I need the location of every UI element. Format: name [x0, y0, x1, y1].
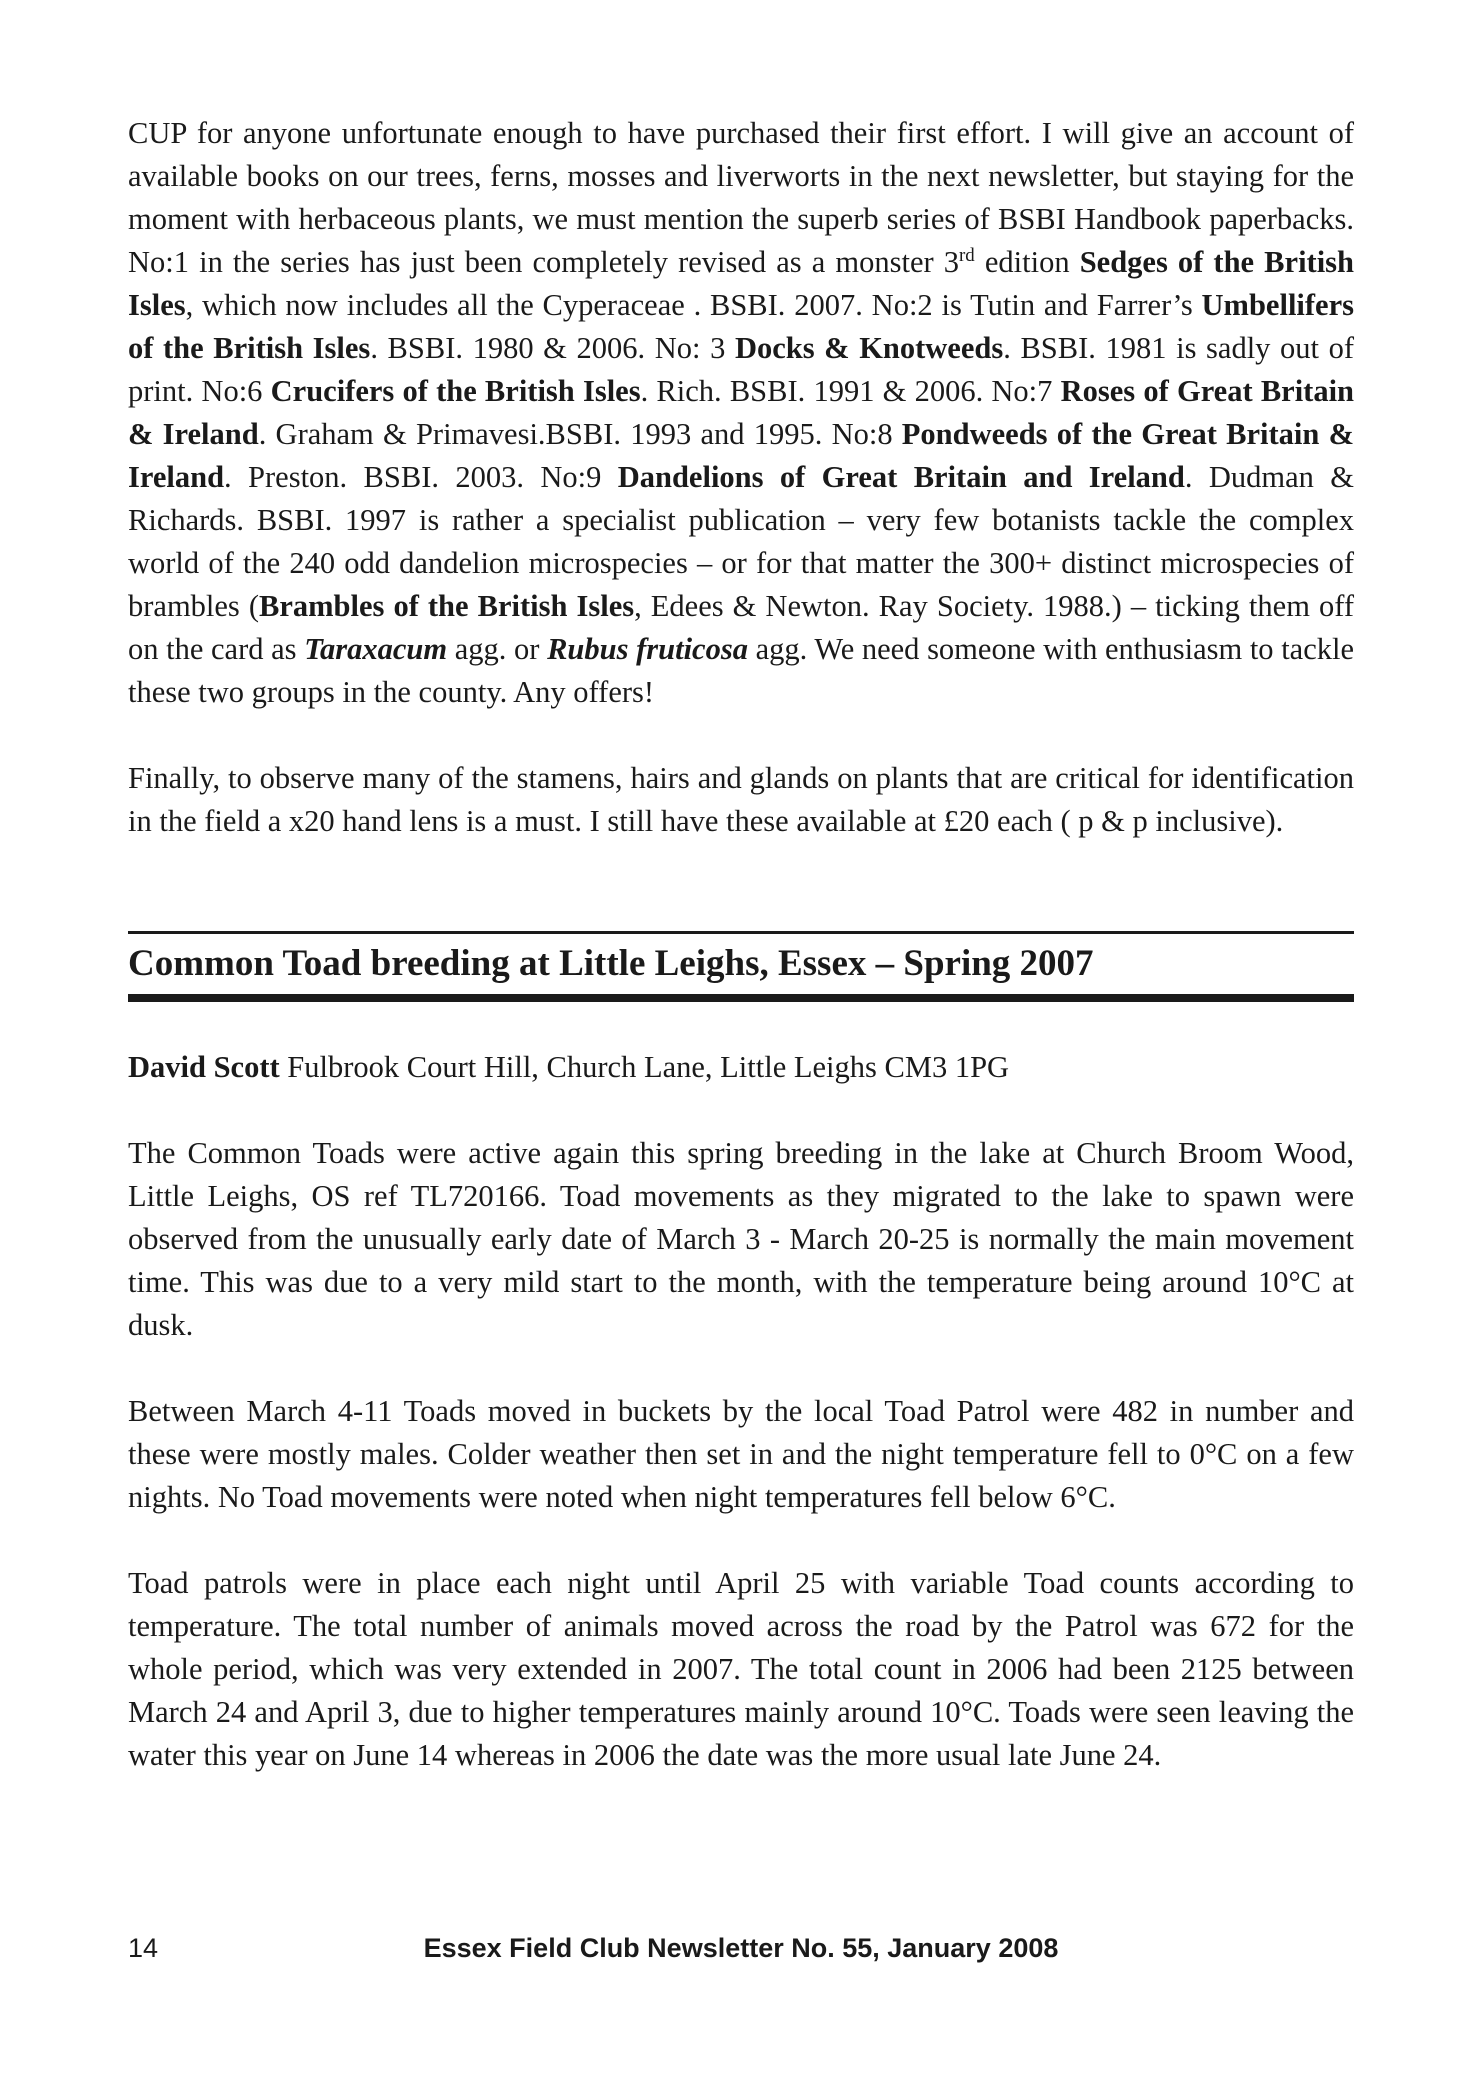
book-title: Pondweeds of the Great Britain & Ireland: [128, 417, 1354, 494]
text-run: , Edees & Newton. Ray Society. 1988.) – ticking them off on the card as: [128, 589, 1354, 666]
text-run: . BSBI. 1981 is sadly out of print. No:6: [128, 331, 1355, 408]
genus-name: Taraxacum: [304, 632, 448, 666]
species-name: Rubus fruticosa: [547, 632, 748, 666]
book-title: Brambles of the British Isles: [259, 589, 635, 623]
book-title: Roses of Great Britain & Ireland: [128, 374, 1355, 451]
text-run: agg. We need someone with enthusiasm to tackle these two groups in the county. Any offers!: [128, 632, 1355, 709]
text-run: edition: [974, 245, 1080, 279]
article-header: [128, 931, 1354, 1002]
article-heading: Common Toad breeding at Little Leighs, Essex – Spring 2007: [128, 943, 1094, 984]
book-title: Umbellifers of the British Isles: [128, 288, 1354, 365]
text-run: CUP for anyone unfortunate enough to have purchased their first effort. I will give an account of available books on our trees, ferns, mosses and liverworts in the next newsletter, but staying for the moment with herbaceous plants, we must mention the superb series of BSBI Handbook paperbacks. No:1 in the series has just been completely revised as a monster 3: [128, 116, 1354, 279]
heading-rule-bottom: [128, 994, 1354, 1002]
heading-rule-top: [128, 931, 1354, 934]
text-run: agg. or: [447, 632, 548, 666]
author-address: Fulbrook Court Hill, Church Lane, Little Leighs CM3 1PG: [279, 1050, 1010, 1084]
books-paragraph: [128, 112, 1354, 714]
book-title: Sedges of the British Isles: [128, 245, 1354, 322]
author-line: [128, 1046, 1354, 1089]
page-body: [128, 112, 1354, 1820]
page-number: 14: [128, 1933, 159, 1963]
author-name: David Scott: [128, 1050, 280, 1084]
text-run: . Preston. BSBI. 2003. No:9: [224, 460, 618, 494]
book-title: Docks & Knotweeds: [734, 331, 1004, 365]
article-paragraph: The Common Toads were active again this spring breeding in the lake at Church Broom Wood, Little Leighs, OS ref TL720166. Toad movements as they migrated to the lake to spawn were observed from the unusually early date of March 3 - March 20-25 is normally the main movement time. This was due to a very mild start to the month, with the temperature being around 10°C at dusk.: [128, 1136, 1354, 1342]
text-run: . BSBI. 1980 & 2006. No: 3: [370, 331, 735, 365]
ordinal-suffix: rd: [959, 244, 975, 266]
text-run: . Dudman & Richards. BSBI. 1997 is rather a specialist publication – very few botanists tackle the complex world of the 240 odd dandelion microspecies – or for that matter the 300+ distinct microspecies of brambles (: [128, 460, 1354, 623]
publication-title: Essex Field Club Newsletter No. 55, January 2008: [423, 1933, 1059, 1963]
text-run: , which now includes all the Cyperaceae . BSBI. 2007. No:2 is Tutin and Farrer’s: [185, 288, 1202, 322]
text-run: . Rich. BSBI. 1991 & 2006. No:7: [640, 374, 1061, 408]
hand-lens-paragraph: Finally, to observe many of the stamens, hairs and glands on plants that are critical for identification in the field a x20 hand lens is a must. I still have these available at £20 each ( p & p inclusive).: [128, 761, 1354, 838]
page-footer: [128, 1928, 1354, 1968]
article-paragraph: Between March 4-11 Toads moved in buckets by the local Toad Patrol were 482 in number and these were mostly males. Colder weather then set in and the night temperature fell to 0°C on a few nights. No Toad movements were noted when night temperatures fell below 6°C.: [128, 1394, 1354, 1514]
text-run: . Graham & Primavesi.BSBI. 1993 and 1995. No:8: [258, 417, 902, 451]
book-title: Dandelions of Great Britain and Ireland: [617, 460, 1185, 494]
book-title: Crucifers of the British Isles: [270, 374, 641, 408]
article-paragraph: Toad patrols were in place each night until April 25 with variable Toad counts according to temperature. The total number of animals moved across the road by the Patrol was 672 for the whole period, which was very extended in 2007. The total count in 2006 had been 2125 between March 24 and April 3, due to higher temperatures mainly around 10°C. Toads were seen leaving the water this year on June 14 whereas in 2006 the date was the more usual late June 24.: [128, 1566, 1354, 1772]
